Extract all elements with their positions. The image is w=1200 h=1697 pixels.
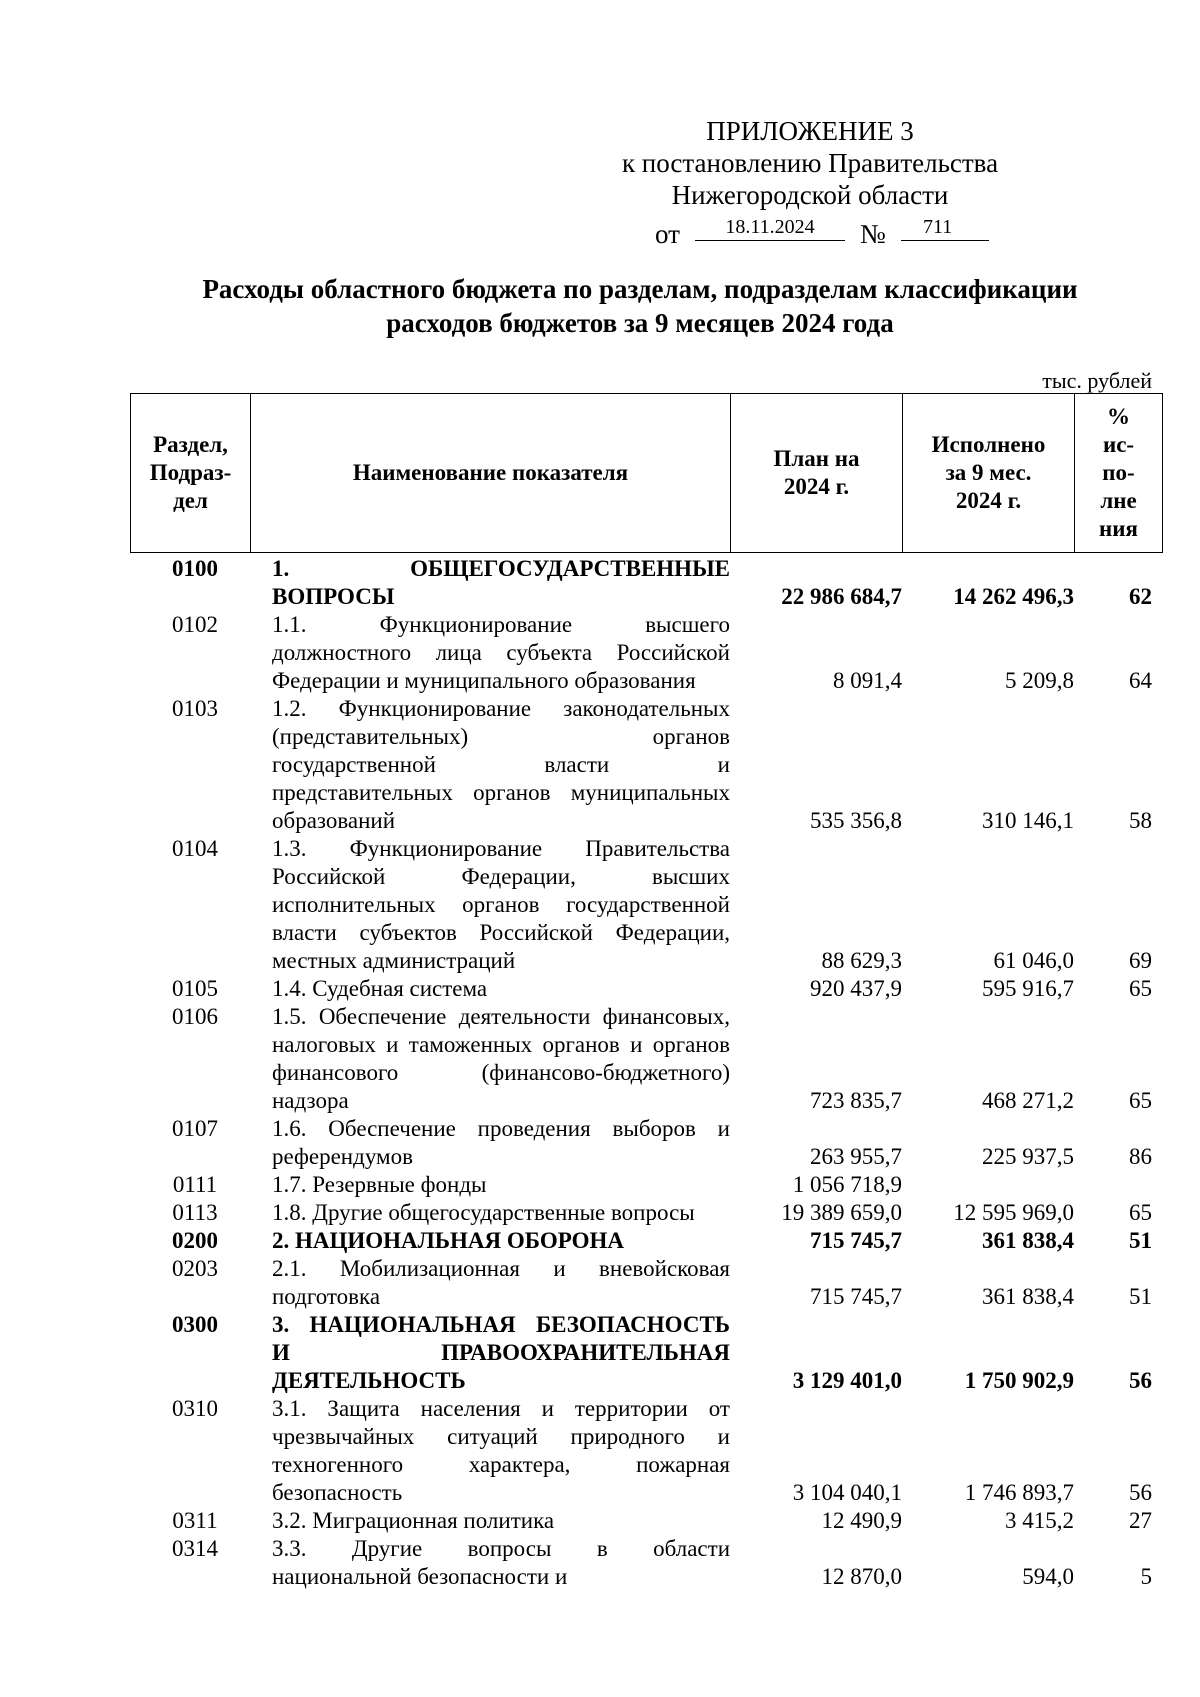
table-row <box>0 1115 1200 1171</box>
resolution-number: 711 <box>923 216 953 238</box>
resolution-date-number <box>655 214 995 249</box>
row-executed: 310 146,1 <box>982 808 1074 833</box>
row-name-line: И ПРАВООХРАНИТЕЛЬНАЯ <box>272 1340 730 1365</box>
row-name-line: государственной власти и <box>272 752 730 777</box>
row-name <box>260 695 740 835</box>
appendix-title: ПРИЛОЖЕНИЕ 3 <box>706 116 914 146</box>
row-executed: 361 838,4 <box>982 1284 1074 1309</box>
header-line: Раздел, <box>153 432 228 457</box>
table-row <box>0 1171 1200 1199</box>
row-name-line: 3.2. Миграционная политика <box>272 1508 555 1533</box>
header-name <box>251 394 731 553</box>
row-executed: 12 595 969,0 <box>953 1200 1074 1225</box>
row-percent: 27 <box>1129 1508 1152 1533</box>
table-row <box>0 835 1200 975</box>
row-name-line: (представительных) органов <box>272 724 730 749</box>
row-percent: 58 <box>1129 808 1152 833</box>
row-plan: 715 745,7 <box>810 1284 902 1309</box>
table-row <box>0 975 1200 1003</box>
header-line: 2024 г. <box>783 474 850 499</box>
row-name-line: власти субъектов Российской Федерации, <box>272 920 730 945</box>
row-plan: 22 986 684,7 <box>781 584 902 609</box>
row-name-line: ДЕЯТЕЛЬНОСТЬ <box>272 1368 466 1393</box>
row-name-line: образований <box>272 808 396 833</box>
row-code: 0106 <box>172 1004 218 1029</box>
table-row <box>0 1507 1200 1535</box>
row-name-line: подготовка <box>272 1284 381 1309</box>
table-row <box>0 1535 1200 1591</box>
row-plan: 12 490,9 <box>821 1508 902 1533</box>
row-name-line: 1.3. Функционирование Правительства <box>272 836 730 861</box>
row-executed: 225 937,5 <box>982 1144 1074 1169</box>
row-name <box>260 555 740 611</box>
table-row <box>0 695 1200 835</box>
row-name-line: местных администраций <box>272 948 516 973</box>
row-plan: 12 870,0 <box>821 1564 902 1589</box>
row-name-line: 1.8. Другие общегосударственные вопросы <box>272 1200 695 1225</box>
row-name-line: 1.1. Функционирование высшего <box>272 612 730 637</box>
row-name-line: Федерации и муниципального образования <box>272 668 696 693</box>
row-name-line: исполнительных органов государственной <box>272 892 730 917</box>
table-row <box>0 1255 1200 1311</box>
header-line: ис- <box>1102 432 1135 457</box>
row-name-line: 3.1. Защита населения и территории от <box>272 1396 730 1421</box>
row-executed: 61 046,0 <box>993 948 1074 973</box>
row-percent: 86 <box>1129 1144 1152 1169</box>
row-percent: 5 <box>1140 1564 1152 1589</box>
table-row <box>0 1395 1200 1507</box>
row-name <box>260 1535 740 1591</box>
resolution-date: 18.11.2024 <box>695 214 845 241</box>
row-name <box>260 1227 740 1255</box>
row-plan: 88 629,3 <box>821 948 902 973</box>
header-line: ния <box>1099 516 1138 541</box>
header-line: по- <box>1102 460 1135 485</box>
row-executed: 594,0 <box>1022 1564 1074 1589</box>
row-plan: 1 056 718,9 <box>792 1172 902 1197</box>
row-name-line: 1.5. Обеспечение деятельности финансовых, <box>272 1004 730 1029</box>
row-code: 0105 <box>172 976 218 1001</box>
row-plan: 535 356,8 <box>810 808 902 833</box>
row-plan: 920 437,9 <box>810 976 902 1001</box>
table-row <box>0 1227 1200 1255</box>
row-executed: 3 415,2 <box>1005 1508 1074 1533</box>
row-name-line: надзора <box>272 1088 349 1113</box>
row-percent: 65 <box>1129 976 1152 1001</box>
ot-label: от <box>655 219 680 249</box>
appendix-block <box>580 115 1040 211</box>
resolution-number-field <box>901 214 989 241</box>
row-name-line: 3. НАЦИОНАЛЬНАЯ БЕЗОПАСНОСТЬ <box>272 1312 730 1337</box>
row-name <box>260 835 740 975</box>
header-percent <box>1075 394 1163 553</box>
row-name-line: 3.3. Другие вопросы в области <box>272 1536 730 1561</box>
row-executed: 1 746 893,7 <box>964 1480 1074 1505</box>
header-executed <box>903 394 1075 553</box>
table-row <box>0 611 1200 695</box>
header-plan <box>731 394 903 553</box>
row-code: 0111 <box>172 1172 218 1197</box>
row-name-line: национальной безопасности и <box>272 1564 568 1589</box>
row-name-line: 2. НАЦИОНАЛЬНАЯ ОБОРОНА <box>272 1228 625 1253</box>
header-line: за 9 мес. <box>945 460 1032 485</box>
row-code: 0104 <box>172 836 218 861</box>
row-name <box>260 1395 740 1507</box>
table-body <box>0 555 1200 1591</box>
row-name-line: безопасность <box>272 1480 403 1505</box>
title-line-2: расходов бюджетов за 9 месяцев 2024 года <box>386 308 894 338</box>
row-percent: 64 <box>1129 668 1152 693</box>
row-name <box>260 1311 740 1395</box>
row-code: 0300 <box>172 1312 218 1337</box>
row-name-line: Российской Федерации, высших <box>272 864 730 889</box>
table-header <box>130 393 1163 553</box>
row-name-line: 1. ОБЩЕГОСУДАРСТВЕННЫЕ <box>272 556 730 581</box>
row-name <box>260 1171 740 1199</box>
row-plan: 19 389 659,0 <box>781 1200 902 1225</box>
table-row <box>0 1199 1200 1227</box>
appendix-resolution-line: к постановлению Правительства <box>621 148 999 178</box>
unit-label: тыс. рублей <box>1042 368 1152 393</box>
row-plan: 263 955,7 <box>810 1144 902 1169</box>
row-name <box>260 611 740 695</box>
row-name <box>260 1115 740 1171</box>
row-code: 0102 <box>172 612 218 637</box>
row-name-line: 1.6. Обеспечение проведения выборов и <box>272 1116 730 1141</box>
row-name-line: референдумов <box>272 1144 413 1169</box>
row-name-line: финансового (финансово-бюджетного) <box>272 1060 730 1085</box>
row-percent: 51 <box>1129 1228 1152 1253</box>
row-plan: 715 745,7 <box>810 1228 902 1253</box>
row-percent: 65 <box>1129 1088 1152 1113</box>
row-name <box>260 1199 740 1227</box>
row-code: 0311 <box>172 1508 218 1533</box>
row-name-line: должностного лица субъекта Российской <box>272 640 730 665</box>
table-row <box>0 1311 1200 1395</box>
appendix-region-line: Нижегородской области <box>671 180 949 210</box>
row-name-line: ВОПРОСЫ <box>272 584 395 609</box>
row-percent: 69 <box>1129 948 1152 973</box>
header-line: План на <box>773 446 860 471</box>
row-plan: 723 835,7 <box>810 1088 902 1113</box>
row-plan: 3 104 040,1 <box>792 1480 902 1505</box>
row-executed: 595 916,7 <box>982 976 1074 1001</box>
title-line-1: Расходы областного бюджета по разделам, подразделам классификации <box>202 274 1078 304</box>
row-plan: 3 129 401,0 <box>792 1368 902 1393</box>
row-percent: 51 <box>1129 1284 1152 1309</box>
row-name-line: налоговых и таможенных органов и органов <box>272 1032 730 1057</box>
table-row <box>0 555 1200 611</box>
header-line: 2024 г. <box>955 488 1022 513</box>
row-name <box>260 1003 740 1115</box>
row-name-line: 2.1. Мобилизационная и вневойсковая <box>272 1256 730 1281</box>
row-percent: 62 <box>1129 584 1152 609</box>
row-executed: 361 838,4 <box>982 1228 1074 1253</box>
row-executed: 1 750 902,9 <box>964 1368 1074 1393</box>
row-name-line: чрезвычайных ситуаций природного и <box>272 1424 730 1449</box>
header-line: Исполнено <box>931 432 1046 457</box>
row-percent: 56 <box>1129 1368 1152 1393</box>
row-code: 0107 <box>172 1116 218 1141</box>
row-name <box>260 1255 740 1311</box>
row-code: 0100 <box>172 556 218 581</box>
row-executed: 468 271,2 <box>982 1088 1074 1113</box>
header-line: Подраз- <box>149 460 232 485</box>
row-name <box>260 1507 740 1535</box>
row-name-line: техногенного характера, пожарная <box>272 1452 730 1477</box>
header-line: Наименование показателя <box>352 460 629 485</box>
table-row <box>0 1003 1200 1115</box>
row-percent: 56 <box>1129 1480 1152 1505</box>
row-code: 0203 <box>172 1256 218 1281</box>
row-executed: 14 262 496,3 <box>953 584 1074 609</box>
row-code: 0314 <box>172 1536 218 1561</box>
number-label: № <box>860 219 886 249</box>
row-name-line: 1.7. Резервные фонды <box>272 1172 487 1197</box>
row-executed: 5 209,8 <box>1005 668 1074 693</box>
header-code <box>131 394 251 553</box>
header-line: дел <box>173 488 208 513</box>
document-title <box>100 272 1180 340</box>
row-name <box>260 975 740 1003</box>
row-name-line: представительных органов муниципальных <box>272 780 730 805</box>
row-code: 0310 <box>172 1396 218 1421</box>
row-name-line: 1.4. Судебная система <box>272 976 488 1001</box>
row-plan: 8 091,4 <box>833 668 902 693</box>
row-code: 0103 <box>172 696 218 721</box>
header-line: % <box>1107 404 1130 429</box>
row-code: 0200 <box>172 1228 218 1253</box>
row-percent: 65 <box>1129 1200 1152 1225</box>
row-name-line: 1.2. Функционирование законодательных <box>272 696 730 721</box>
row-code: 0113 <box>172 1200 218 1225</box>
header-line: лне <box>1100 488 1137 513</box>
